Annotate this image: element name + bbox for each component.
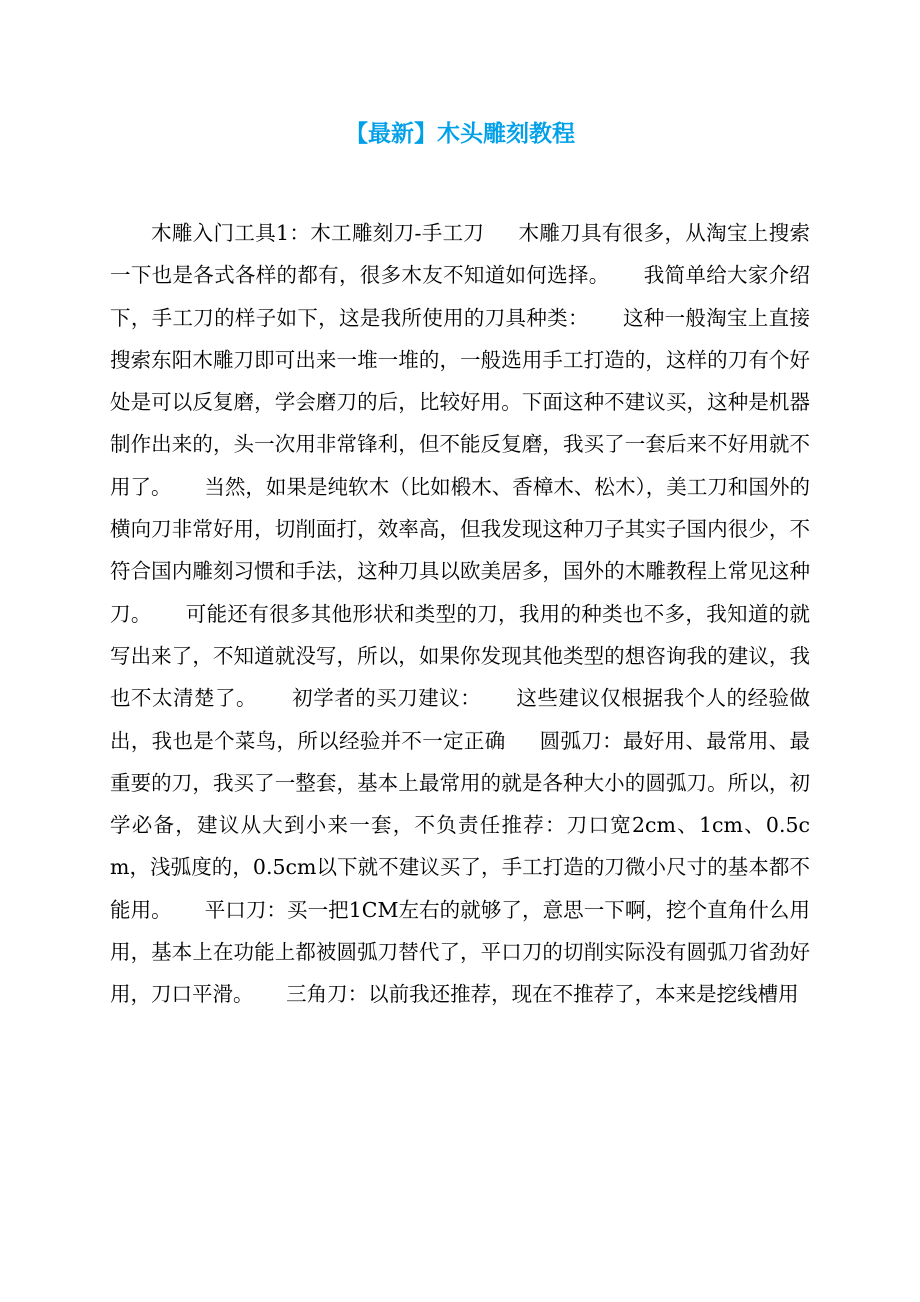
document-title: 【最新】木头雕刻教程 [345,121,575,147]
document-body: 木雕入门工具1：木工雕刻刀-手工刀 木雕刀具有很多，从淘宝上搜索一下也是各式各样的都有，很多木友不知道如何选择。 我简单给大家介绍下，手工刀的样子如下，这是我所使用的刀具种类： 这种一般淘宝上直接搜索东阳木雕刀即可出来一堆一堆的，一般选用手工打造的，这样的刀有个好处是可以反复磨，学会磨刀的后，比较好用。下面这种不建议买，这种是机器制作出来的，头一次用非常锋利，但不能反复磨，我买了一套后来不好用就不用了。 当然，如果是纯软木（比如椴木、香樟木、松木），美工刀和国外的横向刀非常好用，切削面打，效率高，但我发现这种刀子其实子国内很少，不符合国内雕刻习惯和手法，这种刀具以欧美居多，国外的木雕教程上常见这种刀。 可能还有很多其他形状和类型的刀，我用的种类也不多，我知道的就写出来了，不知道就没写，所以，如果你发现其他类型的想咨询我的建议，我也不太清楚了。 初学者的买刀建议： 这些建议仅根据我个人的经验做出，我也是个菜鸟，所以经验并不一定正确 圆弧刀：最好用、最常用、最重要的刀，我买了一整套，基本上最常用的就是各种大小的圆弧刀。所以，初学必备，建议从大到小来一套，不负责任推荐：刀口宽2cm、1cm、0.5cm，浅弧度的，0.5cm以下就不建议买了，手工打造的刀微小尺寸的基本都不能用。 平口刀：买一把1CM左右的就够了，意思一下啊，挖个直角什么用用，基本上在功能上都被圆弧刀替代了，平口刀的切削实际没有圆弧刀省劲好用，刀口平滑。 三角刀：以前我还推荐，现在不推荐了，本来是挖线槽用 [110,221,810,1007]
